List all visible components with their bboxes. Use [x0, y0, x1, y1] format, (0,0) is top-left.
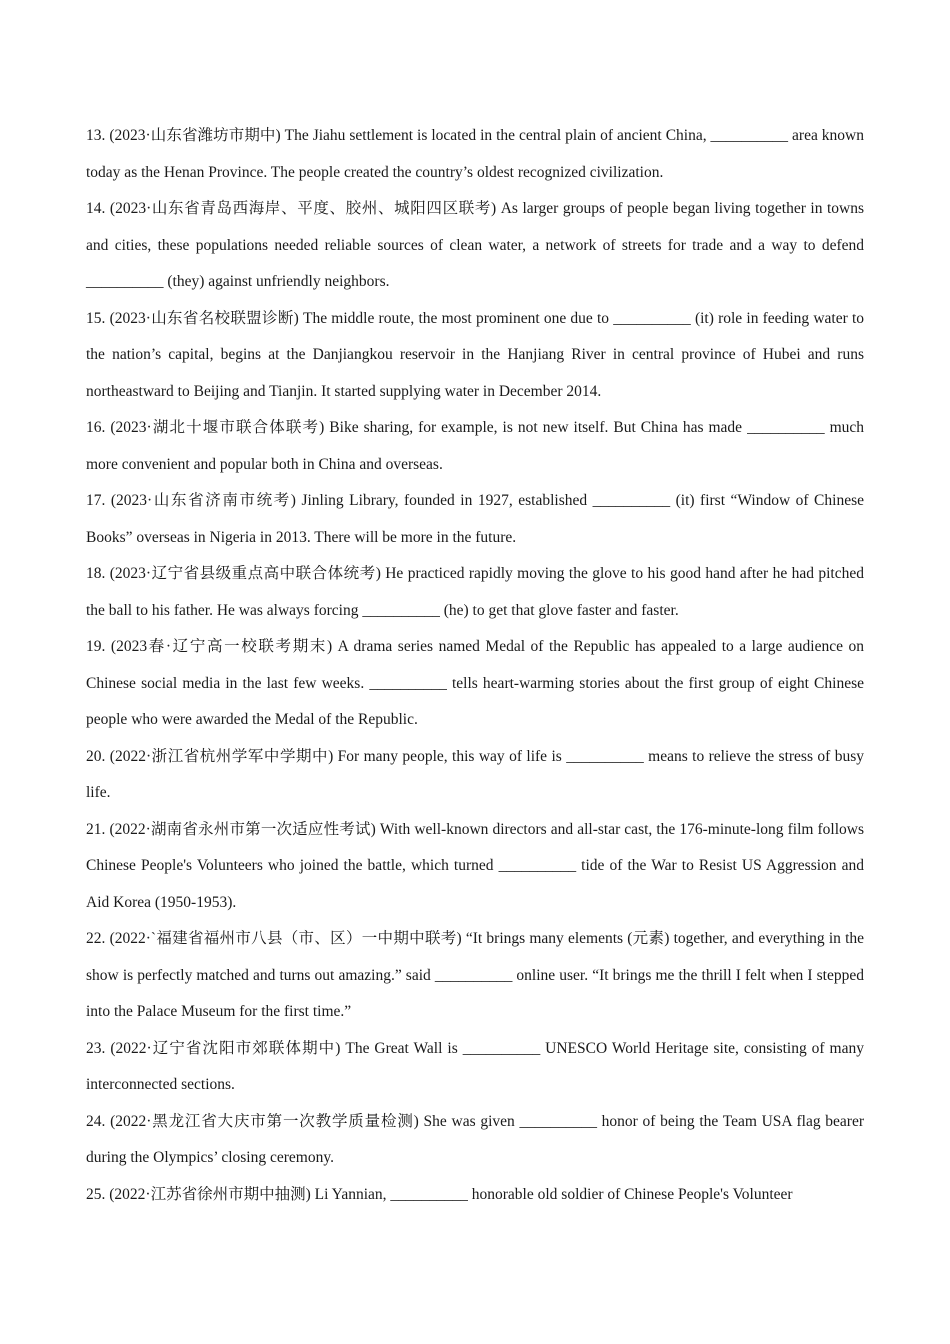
question-text: (2023·辽宁省县级重点高中联合体统考) He practiced rapidly moving the glove to his good hand after he had pitched the ball to his father. He was always forcing __________ (he) to get that glove faster and faster. — [86, 565, 864, 619]
question-25 — [86, 1177, 864, 1214]
question-number: 14. — [86, 200, 106, 217]
question-number: 21. — [86, 820, 106, 838]
question-16 — [86, 410, 864, 483]
question-text: (2023春·辽宁高一校联考期末) A drama series named Medal of the Republic has appealed to a large audience on Chinese social media in the last few weeks. __________ tells heart-warming stories about the first group of eight Chinese people who were awarded the Medal of the Republic. — [86, 638, 865, 728]
question-22 — [86, 921, 864, 1031]
question-text: (2023·山东省潍坊市期中) The Jiahu settlement is located in the central plain of ancient China, __________ area known today as the Henan Province. The people created the country’s oldest recognized civilization. — [86, 127, 864, 181]
question-number: 19. — [86, 638, 106, 655]
question-number: 17. — [86, 492, 106, 509]
question-number: 25. — [86, 1185, 106, 1203]
question-number: 16. — [86, 419, 106, 436]
question-text: (2022·浙江省杭州学军中学期中) For many people, this way of life is __________ means to relieve the stress of busy life. — [86, 747, 864, 801]
question-text: (2023·湖北十堰市联合体联考) Bike sharing, for example, is not new itself. But China has made __________ much more convenient and popular both in China and overseas. — [86, 419, 865, 473]
question-18 — [86, 556, 864, 629]
question-text: (2022·辽宁省沈阳市郊联体期中) The Great Wall is __________ UNESCO World Heritage site, consisting of many interconnected sections. — [86, 1039, 864, 1093]
question-number: 23. — [86, 1039, 106, 1057]
question-15 — [86, 301, 864, 411]
question-14 — [86, 191, 864, 301]
question-24 — [86, 1104, 864, 1177]
question-text: (2023·山东省济南市统考) Jinling Library, founded in 1927, established __________ (it) first “Window of Chinese Books” overseas in Nigeria in 2013. There will be more in the future. — [86, 492, 864, 546]
question-21 — [86, 812, 864, 922]
question-number: 22. — [86, 930, 106, 947]
question-19 — [86, 629, 864, 739]
question-number: 24. — [86, 1112, 106, 1130]
question-text: (2022·黑龙江省大庆市第一次教学质量检测) She was given __________ honor of being the Team USA flag bearer during the Olympics’ closing ceremony. — [86, 1112, 865, 1166]
question-text: (2023·山东省名校联盟诊断) The middle route, the most prominent one due to __________ (it) role in feeding water to the nation’s capital, begins at the Danjiangkou reservoir in the Hanjiang River in central province of Hubei and runs northeastward to Beijing and Tianjin. It started supplying water in December 2014. — [86, 309, 864, 400]
question-number: 20. — [86, 747, 106, 765]
question-list — [86, 118, 864, 1213]
question-17 — [86, 483, 864, 556]
question-13 — [86, 118, 864, 191]
question-text: (2022·湖南省永州市第一次适应性考试) With well-known directors and all-star cast, the 176-minute-long film follows Chinese People's Volunteers who joined the battle, which turned __________ tide of the War to Resist US Aggression and Aid Korea (1950-1953). — [86, 820, 864, 911]
question-23 — [86, 1031, 864, 1104]
question-number: 18. — [86, 565, 106, 582]
question-text: (2022·`福建省福州市八县（市、区）一中期中联考) “It brings many elements (元素) together, and everything in the show is perfectly matched and turns out amazing.” said __________ online user. “It brings me the thrill I felt when I stepped into the Palace Museum for the first time.” — [86, 930, 865, 1020]
question-20 — [86, 739, 864, 812]
question-number: 15. — [86, 309, 106, 327]
question-text: (2022·江苏省徐州市期中抽测) Li Yannian, __________ honorable old soldier of Chinese People's Volunteer — [109, 1185, 793, 1203]
question-text: (2023·山东省青岛西海岸、平度、胶州、城阳四区联考) As larger groups of people began living together in towns and cities, these populations needed reliable sources of clean water, a network of streets for trade and a way to defend __________ (they) against unfriendly neighbors. — [86, 200, 865, 290]
question-number: 13. — [86, 127, 106, 144]
